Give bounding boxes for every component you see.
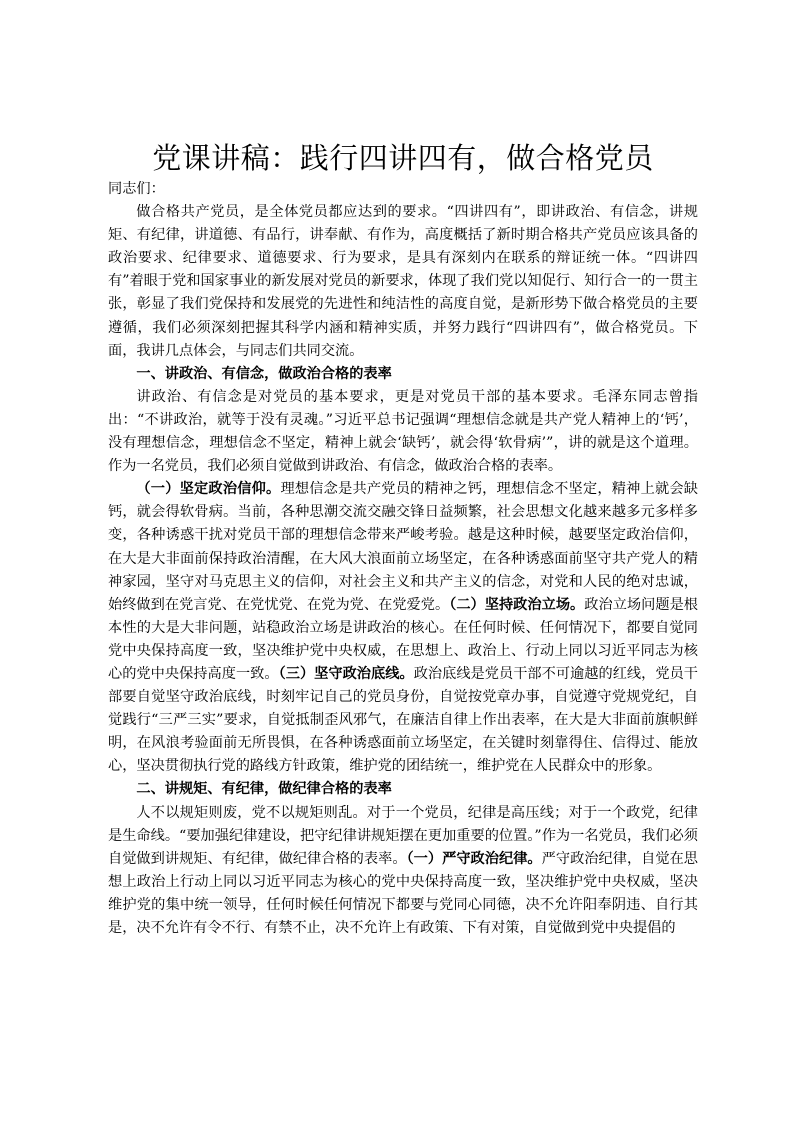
section-1-heading: 一、讲政治、有信念，做政治合格的表率 — [136, 365, 392, 382]
section-2-heading: 二、讲规矩、有纪律，做纪律合格的表率 — [136, 781, 392, 798]
subheading-1-2-text: 政治立场问题是根本性的大是大非问题，站稳政治立场是讲政治的核心。在任何时候、任何情况下，都要自觉同党中央保持高度一致，坚决维护党中央权威，在思想上、政治上、行动上同以习近平同志为核心的党中央保持高度一致。 — [108, 596, 698, 682]
subheading-1-1: （一）坚定政治信仰。 — [136, 481, 281, 498]
salutation: 同志们： — [108, 181, 165, 197]
document-page — [108, 138, 698, 940]
subheading-1-2: （二）坚持政治立场。 — [449, 596, 585, 613]
section-1-paragraph-1: 讲政治、有信念是对党员的基本要求，更是对党员干部的基本要求。毛泽东同志曾指出：“不讲政治，就等于没有灵魂。”习近平总书记强调“理想信念就是共产党人精神上的‘钙’，没有理想信念，理想信念不坚定，精神上就会‘缺钙’，就会得‘软骨病’”，讲的就是这个道理。作为一名党员，我们必须自觉做到讲政治、有信念，做政治合格的表率。 — [108, 388, 698, 475]
subheading-2-1: （一）严守政治纪律。 — [406, 850, 542, 867]
section-2-paragraph-1 — [108, 802, 698, 941]
subheading-1-3-text: 政治底线是党员干部不可逾越的红线，党员干部要自觉坚守政治底线，时刻牢记自己的党员身份，自觉按党章办事，自觉遵守党规党纪，自觉践行“三严三实”要求，自觉抵制歪风邪气，在廉洁自律上作出表率，在大是大非面前旗帜鲜明，在风浪考验面前无所畏惧，在各种诱惑面前立场坚定，在关键时刻靠得住、信得过、能放心，坚决贯彻执行党的路线方针政策，维护党的团结统一，维护党在人民群众中的形象。 — [108, 665, 698, 775]
section-2-intro-text: 人不以规矩则废，党不以规矩则乱。对于一个党员，纪律是高压线；对于一个政党，纪律是生命线。“要加强纪律建设，把守纪律讲规矩摆在更加重要的位置。”作为一名党员，我们必须自觉做到讲规矩、有纪律，做纪律合格的表率。 — [108, 804, 698, 867]
intro-paragraph: 做合格共产党员，是全体党员都应达到的要求。“四讲四有”，即讲政治、有信念，讲规矩、有纪律，讲道德、有品行，讲奉献、有作为，高度概括了新时期合格共产党员应该具备的政治要求、纪律要求、道德要求、行为要求，是具有深刻内在联系的辩证统一体。“四讲四有”着眼于党和国家事业的新发展对党员的新要求，体现了我们党以知促行、知行合一的一贯主张，彰显了我们党保持和发展党的先进性和纯洁性的高度自觉，是新形势下做合格党员的主要遵循，我们必须深刻把握其科学内涵和精神实质，并努力践行“四讲四有”，做合格党员。下面，我讲几点体会，与同志们共同交流。 — [108, 204, 698, 359]
subheading-1-3: （三）坚守政治底线。 — [278, 665, 414, 682]
subheading-1-1-text: 理想信念是共产党员的精神之钙，理想信念不坚定，精神上就会缺钙，就会得软骨病。当前，各种思潮交流交融交锋日益频繁，社会思想文化越来越多元多样多变，各种诱惑干扰对党员干部的理想信念带来严峻考验。越是这种时候，越要坚定政治信仰，在大是大非面前保持政治清醒，在大风大浪面前立场坚定，在各种诱惑面前坚守共产党人的精神家园，坚守对马克思主义的信仰，对社会主义和共产主义的信念，对党和人民的绝对忠诚，始终做到在党言党、在党忧党、在党为党、在党爱党。 — [108, 481, 698, 613]
section-1-paragraph-2 — [108, 478, 698, 778]
document-title: 党课讲稿：践行四讲四有，做合格党员 — [152, 141, 654, 175]
subheading-2-1-text: 严守政治纪律，自觉在思想上政治上行动上同以习近平同志为核心的党中央保持高度一致，坚决维护党中央权威，坚决维护党的集中统一领导，任何时候任何情况下都要与党同心同德，决不允许阳奉阴违、自行其是，决不允许有令不行、有禁不止，决不允许上有政策、下有对策，自觉做到党中央提倡的 — [108, 850, 698, 936]
